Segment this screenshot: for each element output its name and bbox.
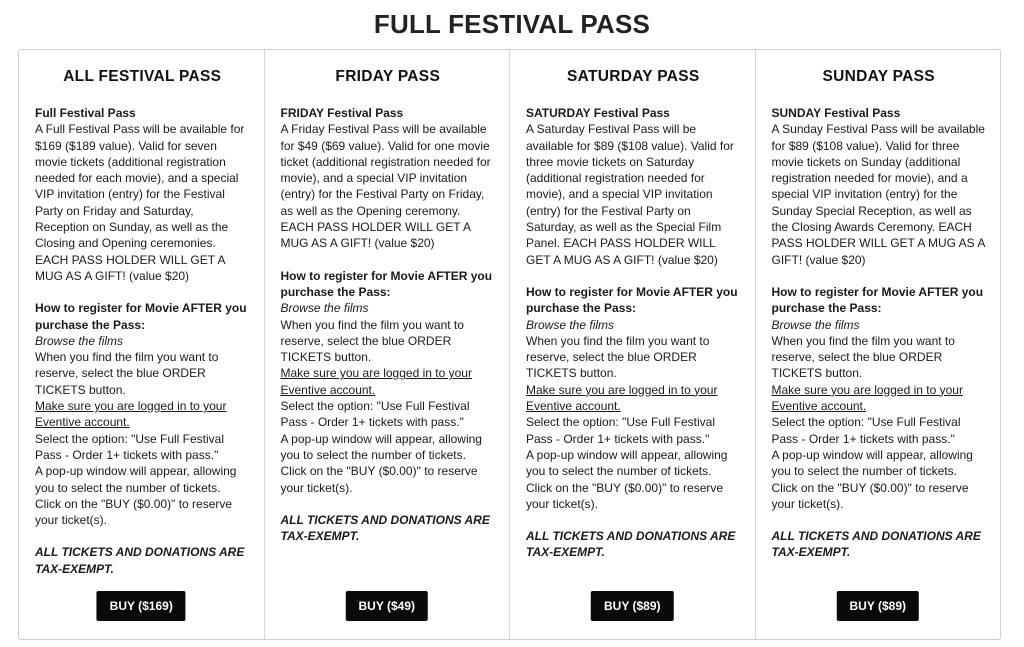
login-note-link[interactable]: Make sure you are logged in to your Eventive account. (280, 366, 472, 397)
browse-films-link[interactable]: Browse the films (35, 333, 124, 348)
buy-friday-button[interactable]: BUY ($49) (346, 591, 428, 621)
howto-heading: How to register for Movie AFTER you purchase the Pass: (771, 284, 984, 316)
select-option-text: Select the option: "Use Full Festival Pass - Order 1+ tickets with pass." (280, 399, 470, 430)
step-find-film: When you find the film you want to reserve, select the blue ORDER TICKETS button. (35, 350, 219, 397)
tax-note: ALL TICKETS AND DONATIONS ARE TAX-EXEMPT. (280, 512, 490, 544)
pass-body (772, 105, 987, 561)
tax-note: ALL TICKETS AND DONATIONS ARE TAX-EXEMPT. (771, 529, 981, 560)
step-find-film: When you find the film you want to reserve, select the blue ORDER TICKETS button. (280, 317, 464, 365)
pass-name: Full Festival Pass (35, 106, 136, 120)
pass-panels (18, 49, 1001, 640)
pass-body (281, 105, 496, 544)
pass-column-saturday (510, 50, 756, 639)
login-note-link[interactable]: Make sure you are logged in to your Eventive account. (35, 399, 227, 430)
popup-text: A pop-up window will appear, allowing you to select the number of tickets. Click on the "BUY ($0.00)" to reserve your ticket(s). (35, 464, 237, 528)
pass-name: SATURDAY Festival Pass (526, 106, 670, 120)
pass-column-all-festival (19, 50, 265, 639)
pass-title: ALL FESTIVAL PASS (63, 68, 222, 85)
popup-text: A pop-up window will appear, allowing you to select the number of tickets. Click on the "BUY ($0.00)" to reserve your ticket(s). (526, 447, 728, 511)
pass-body (526, 105, 741, 561)
pass-description: A Sunday Festival Pass will be available for $89 ($108 value). Valid for three movie tickets on Sunday (additional registration needed for movie), and a special VIP invitation (entry) for the Sunday Special Reception, as well as the Closing Awards Ceremony. EACH PASS HOLDER WILL GET A MUG AS A GIFT! (value $20) (771, 122, 985, 267)
pass-name: FRIDAY Festival Pass (280, 106, 404, 120)
select-option-text: Select the option: "Use Full Festival Pass - Order 1+ tickets with pass." (771, 415, 961, 446)
browse-films-link[interactable]: Browse the films (771, 317, 860, 332)
howto-heading: How to register for Movie AFTER you purchase the Pass: (280, 268, 493, 299)
pass-description: A Full Festival Pass will be available for $169 ($189 value). Valid for seven movie tickets (additional registration needed for each movie), and a special VIP invitation (entry) for the Festival Party on Friday and Saturday, Reception on Sunday, as well as the Closing and Opening ceremonies. EACH PASS HOLDER WILL GET A MUG AS A GIFT! (value $20) (35, 122, 245, 283)
pass-title: SATURDAY PASS (566, 68, 700, 85)
select-option-text: Select the option: "Use Full Festival Pass - Order 1+ tickets with pass." (526, 415, 716, 446)
step-find-film: When you find the film you want to reserve, select the blue ORDER TICKETS button. (526, 333, 710, 381)
howto-heading: How to register for Movie AFTER you purchase the Pass: (35, 301, 247, 332)
pass-body (35, 105, 250, 577)
buy-all-festival-button[interactable]: BUY ($169) (97, 591, 186, 621)
pass-description: A Saturday Festival Pass will be available for $89 ($108 value). Valid for three movie tickets on Saturday (additional registration needed for movie), and a special VIP invitation (entry) for the Festival Party on Saturday, as well as the Special Film Panel. EACH PASS HOLDER WILL GET A MUG AS A GIFT! (value $20) (526, 122, 734, 267)
pass-column-sunday (756, 50, 1001, 639)
login-note-link[interactable]: Make sure you are logged in to your Eventive account. (771, 382, 963, 414)
popup-text: A pop-up window will appear, allowing you to select the number of tickets. Click on the "BUY ($0.00)" to reserve your ticket(s). (771, 447, 973, 511)
login-note-link[interactable]: Make sure you are logged in to your Eventive account. (526, 382, 718, 414)
step-find-film: When you find the film you want to reserve, select the blue ORDER TICKETS button. (771, 333, 955, 381)
tax-note: ALL TICKETS AND DONATIONS ARE TAX-EXEMPT. (35, 545, 245, 576)
page-title: FULL FESTIVAL PASS (373, 9, 651, 39)
browse-films-link[interactable]: Browse the films (526, 317, 615, 332)
browse-films-link[interactable]: Browse the films (280, 301, 369, 316)
pass-title: FRIDAY PASS (335, 68, 441, 85)
pass-column-friday (265, 50, 511, 639)
howto-heading: How to register for Movie AFTER you purchase the Pass: (526, 284, 738, 316)
select-option-text: Select the option: "Use Full Festival Pass - Order 1+ tickets with pass." (35, 431, 225, 462)
popup-text: A pop-up window will appear, allowing you to select the number of tickets. Click on the "BUY ($0.00)" to reserve your ticket(s). (280, 431, 482, 495)
pass-name: SUNDAY Festival Pass (771, 106, 901, 120)
pass-title: SUNDAY PASS (822, 68, 935, 85)
buy-sunday-button[interactable]: BUY ($89) (837, 591, 919, 621)
buy-saturday-button[interactable]: BUY ($89) (591, 591, 673, 621)
tax-note: ALL TICKETS AND DONATIONS ARE TAX-EXEMPT. (526, 529, 736, 560)
pass-description: A Friday Festival Pass will be available for $49 ($69 value). Valid for one movie ticket (additional registration needed for movie), and a special VIP invitation (entry) for the Festival Party on Friday, as well as the Opening ceremony. EACH PASS HOLDER WILL GET A MUG AS A GIFT! (value $20) (280, 122, 491, 251)
